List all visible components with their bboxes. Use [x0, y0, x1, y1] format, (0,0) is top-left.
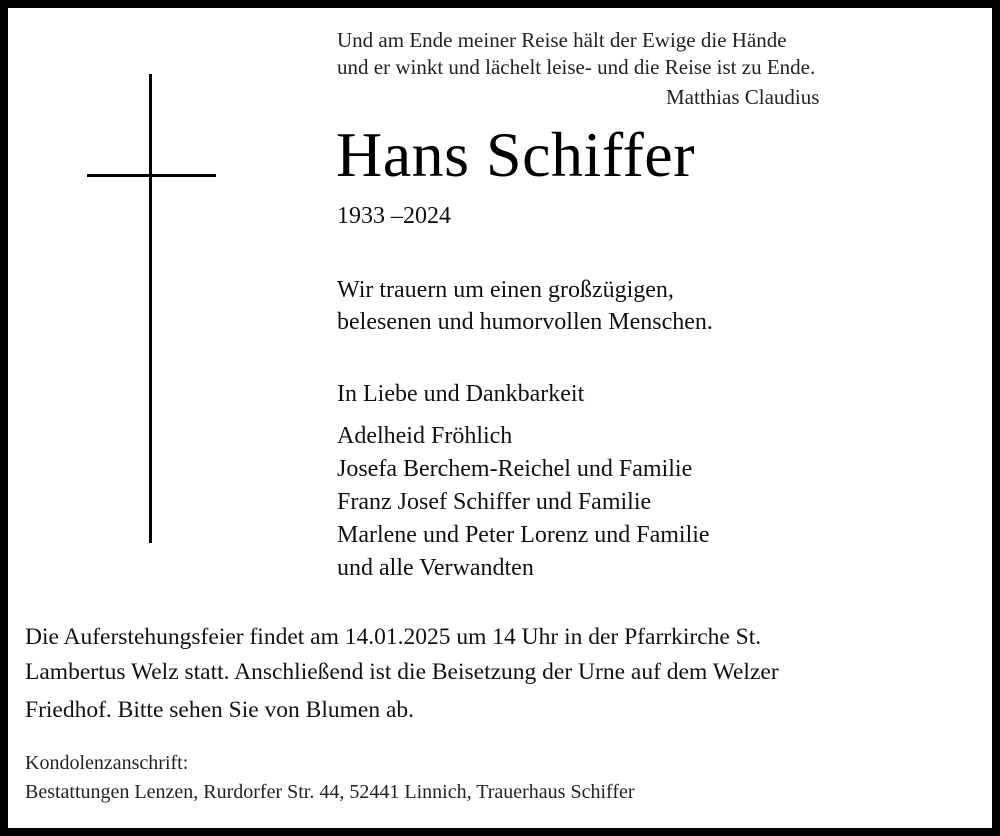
service-line-2: Lambertus Welz statt. Anschließend ist die Beisetzung der Urne auf dem Welzer: [25, 659, 779, 685]
service-line-1: Die Auferstehungsfeier findet am 14.01.2025 um 14 Uhr in der Pfarrkirche St.: [25, 624, 762, 650]
closing-phrase: In Liebe und Dankbarkeit: [337, 381, 585, 407]
mourner-item: Franz Josef Schiffer und Familie: [337, 489, 652, 515]
condolence-address: Bestattungen Lenzen, Rurdorfer Str. 44, 52441 Linnich, Trauerhaus Schiffer: [25, 781, 635, 803]
life-years: 1933 –2024: [337, 203, 451, 229]
mourner-item: Adelheid Fröhlich: [337, 423, 513, 449]
cross-icon-horizontal-bar: [87, 174, 216, 177]
service-line-3: Friedhof. Bitte sehen Sie von Blumen ab.: [25, 697, 415, 723]
mourner-item: Josefa Berchem-Reichel und Familie: [337, 456, 693, 482]
tribute-line-2: belesenen und humorvollen Menschen.: [337, 309, 713, 335]
mourner-item: und alle Verwandten: [337, 555, 534, 581]
condolence-label: Kondolenzanschrift:: [25, 752, 189, 774]
deceased-name: Hans Schiffer: [336, 119, 695, 190]
quote-line-1: Und am Ende meiner Reise hält der Ewige die Hände: [337, 28, 787, 52]
quote-line-2: und er winkt und lächelt leise- und die Reise ist zu Ende.: [337, 55, 816, 79]
tribute-line-1: Wir trauern um einen großzügigen,: [337, 277, 674, 303]
quote-author: Matthias Claudius: [666, 85, 820, 109]
mourner-item: Marlene und Peter Lorenz und Familie: [337, 522, 710, 548]
cross-icon-vertical-bar: [149, 74, 152, 543]
